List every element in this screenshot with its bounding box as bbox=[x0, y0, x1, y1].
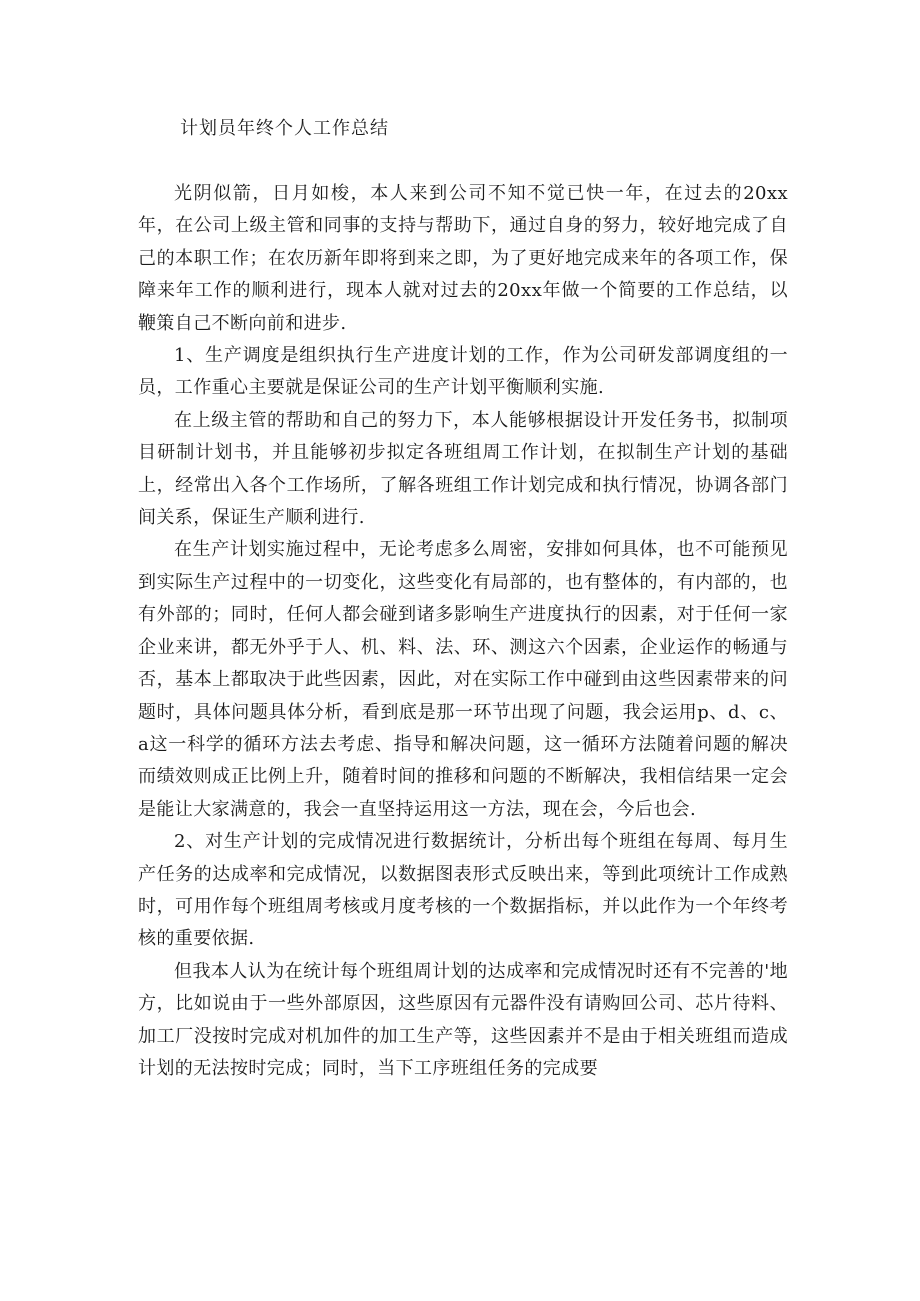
paragraph: 但我本人认为在统计每个班组周计划的达成率和完成情况时还有不完善的'地方，比如说由于一些外部原因，这些原因有元器件没有请购回公司、芯片待料、加工厂没按时完成对机加件的加工生产等，这些因素并不是由于相关班组而造成计划的无法按时完成；同时，当下工序班组任务的完成要 bbox=[138, 960, 788, 1079]
paragraph: 光阴似箭，日月如梭，本人来到公司不知不觉已快一年，在过去的20xx年，在公司上级主管和同事的支持与帮助下，通过自身的努力，较好地完成了自己的本职工作；在农历新年即将到来之即，为了更好地完成来年的各项工作，保障来年工作的顺利进行，现本人就对过去的20xx年做一个简要的工作总结，以鞭策自己不断向前和进步. bbox=[138, 183, 788, 334]
paragraph: 在生产计划实施过程中，无论考虑多么周密，安排如何具体，也不可能预见到实际生产过程中的一切变化，这些变化有局部的，也有整体的，有内部的，也有外部的；同时，任何人都会碰到诸多影响生产进度执行的因素，对于任何一家企业来讲，都无外乎于人、机、料、法、环、测这六个因素，企业运作的畅通与否，基本上都取决于此些因素，因此，对在实际工作中碰到由这些因素带来的问题时，具体问题具体分析，看到底是那一环节出现了问题，我会运用p、d、c、a这一科学的循环方法去考虑、指导和解决问题，这一循环方法随着问题的解决而绩效则成正比例上升，随着时间的推移和问题的不断解决，我相信结果一定会是能让大家满意的，我会一直坚持运用这一方法，现在会，今后也会. bbox=[138, 539, 788, 820]
paragraph: 在上级主管的帮助和自己的努力下，本人能够根据设计开发任务书，拟制项目研制计划书，并且能够初步拟定各班组周工作计划，在拟制生产计划的基础上，经常出入各个工作场所，了解各班组工作计划完成和执行情况，协调各部门间关系，保证生产顺利进行. bbox=[138, 409, 788, 529]
paragraph: 1、生产调度是组织执行生产进度计划的工作，作为公司研发部调度组的一员，工作重心主要就是保证公司的生产计划平衡顺利实施. bbox=[138, 345, 788, 399]
document-body bbox=[138, 178, 788, 1085]
document-title: 计划员年终个人工作总结 bbox=[180, 118, 389, 139]
paragraph: 2、对生产计划的完成情况进行数据统计，分析出每个班组在每周、每月生产任务的达成率和完成情况，以数据图表形式反映出来，等到此项统计工作成熟时，可用作每个班组周考核或月度考核的一个数据指标，并以此作为一个年终考核的重要依据. bbox=[138, 831, 788, 950]
